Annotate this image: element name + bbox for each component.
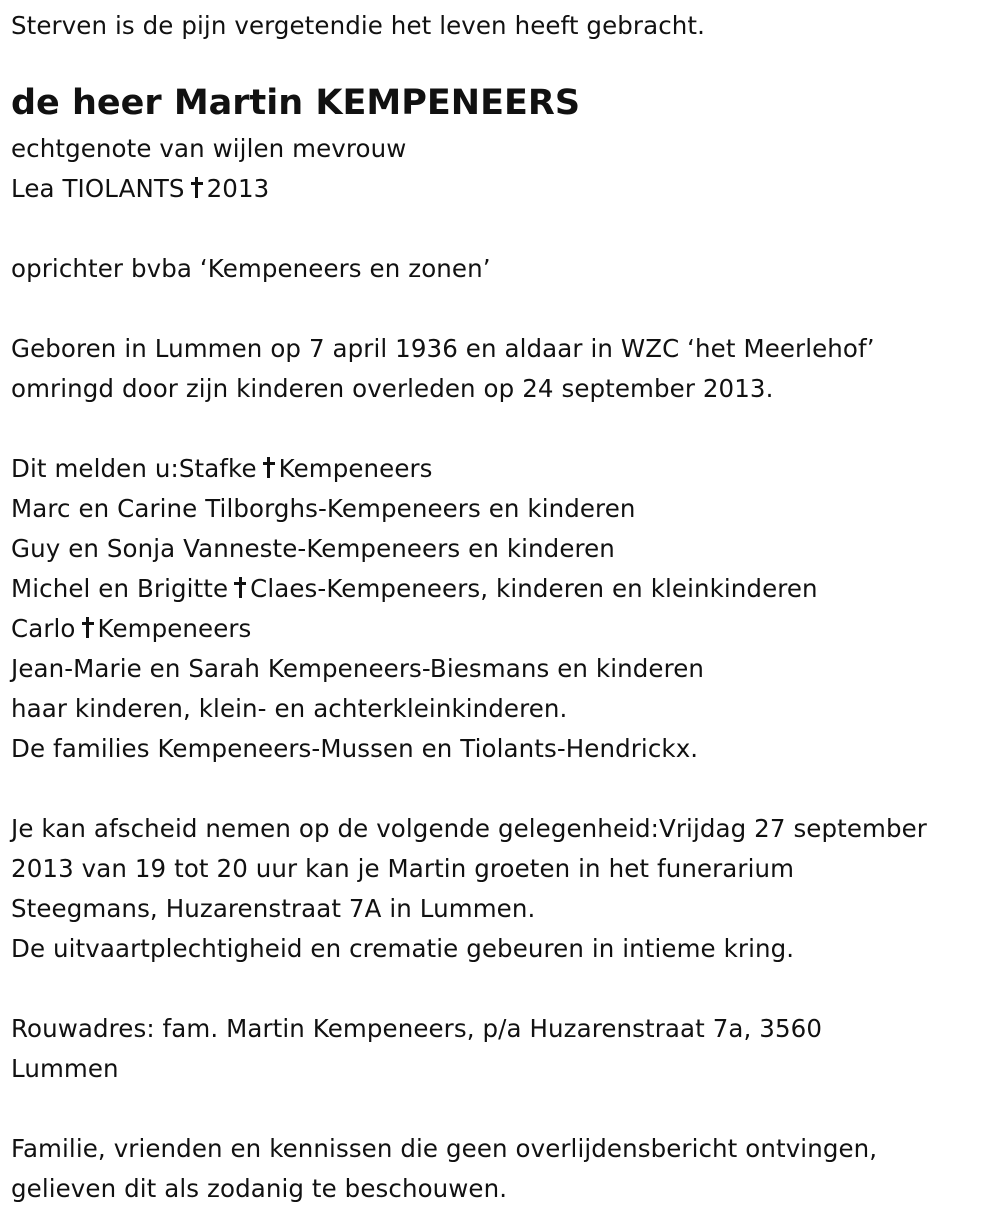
spouse-line-2 (11, 169, 1000, 209)
address-line-1: Rouwadres: fam. Martin Kempeneers, p/a Huzarenstraat 7a, 3560 (11, 1014, 823, 1043)
spacer (11, 969, 1000, 1009)
farewell-line-2: 2013 van 19 tot 20 uur kan je Martin groeten in het funerarium (11, 854, 795, 883)
spacer (11, 209, 1000, 249)
spouse-name: Lea TIOLANTS (11, 174, 185, 203)
cross-icon (263, 457, 275, 478)
family-text: Michel en Brigitte (11, 574, 229, 603)
spacer (11, 1089, 1000, 1129)
family-line-1 (11, 449, 1000, 489)
spouse-line-1: echtgenote van wijlen mevrouw (11, 134, 407, 163)
spouse-death-year: 2013 (206, 174, 270, 203)
family-text: Dit melden u:Stafke (11, 454, 257, 483)
farewell-line-1: Je kan afscheid nemen op de volgende gelegenheid:Vrijdag 27 september (11, 814, 927, 843)
family-text: Claes-Kempeneers, kinderen en kleinkinderen (250, 574, 818, 603)
spacer (11, 289, 1000, 329)
family-line-8: De families Kempeneers-Mussen en Tiolants-Hendrickx. (11, 734, 699, 763)
farewell-line-3: Steegmans, Huzarenstraat 7A in Lummen. (11, 894, 536, 923)
closing-line-1: Familie, vrienden en kennissen die geen overlijdensbericht ontvingen, (11, 1134, 878, 1163)
family-line-3: Guy en Sonja Vanneste-Kempeneers en kinderen (11, 534, 615, 563)
family-line-2: Marc en Carine Tilborghs-Kempeneers en kinderen (11, 494, 636, 523)
family-line-7: haar kinderen, klein- en achterkleinkinderen. (11, 694, 568, 723)
birth-line-1: Geboren in Lummen op 7 april 1936 en aldaar in WZC ‘het Meerlehof’ (11, 334, 875, 363)
cross-icon (191, 177, 203, 198)
spacer (11, 769, 1000, 809)
quote-line: Sterven is de pijn vergetendie het leven heeft gebracht. (11, 11, 705, 40)
spacer (11, 409, 1000, 449)
family-line-6: Jean-Marie en Sarah Kempeneers-Biesmans en kinderen (11, 654, 705, 683)
address-line-2: Lummen (11, 1054, 119, 1083)
cross-icon (234, 577, 246, 598)
deceased-name: de heer Martin KEMPENEERS (11, 83, 581, 123)
farewell-line-4: De uitvaartplechtigheid en crematie gebeuren in intieme kring. (11, 934, 795, 963)
birth-line-2: omringd door zijn kinderen overleden op 24 september 2013. (11, 374, 774, 403)
family-text: Kempeneers (97, 614, 252, 643)
family-line-4 (11, 569, 1000, 609)
family-line-5 (11, 609, 1000, 649)
family-text: Carlo (11, 614, 76, 643)
occupation-line: oprichter bvba ‘Kempeneers en zonen’ (11, 254, 491, 283)
closing-line-2: gelieven dit als zodanig te beschouwen. (11, 1174, 508, 1203)
cross-icon (82, 617, 94, 638)
family-text: Kempeneers (278, 454, 433, 483)
